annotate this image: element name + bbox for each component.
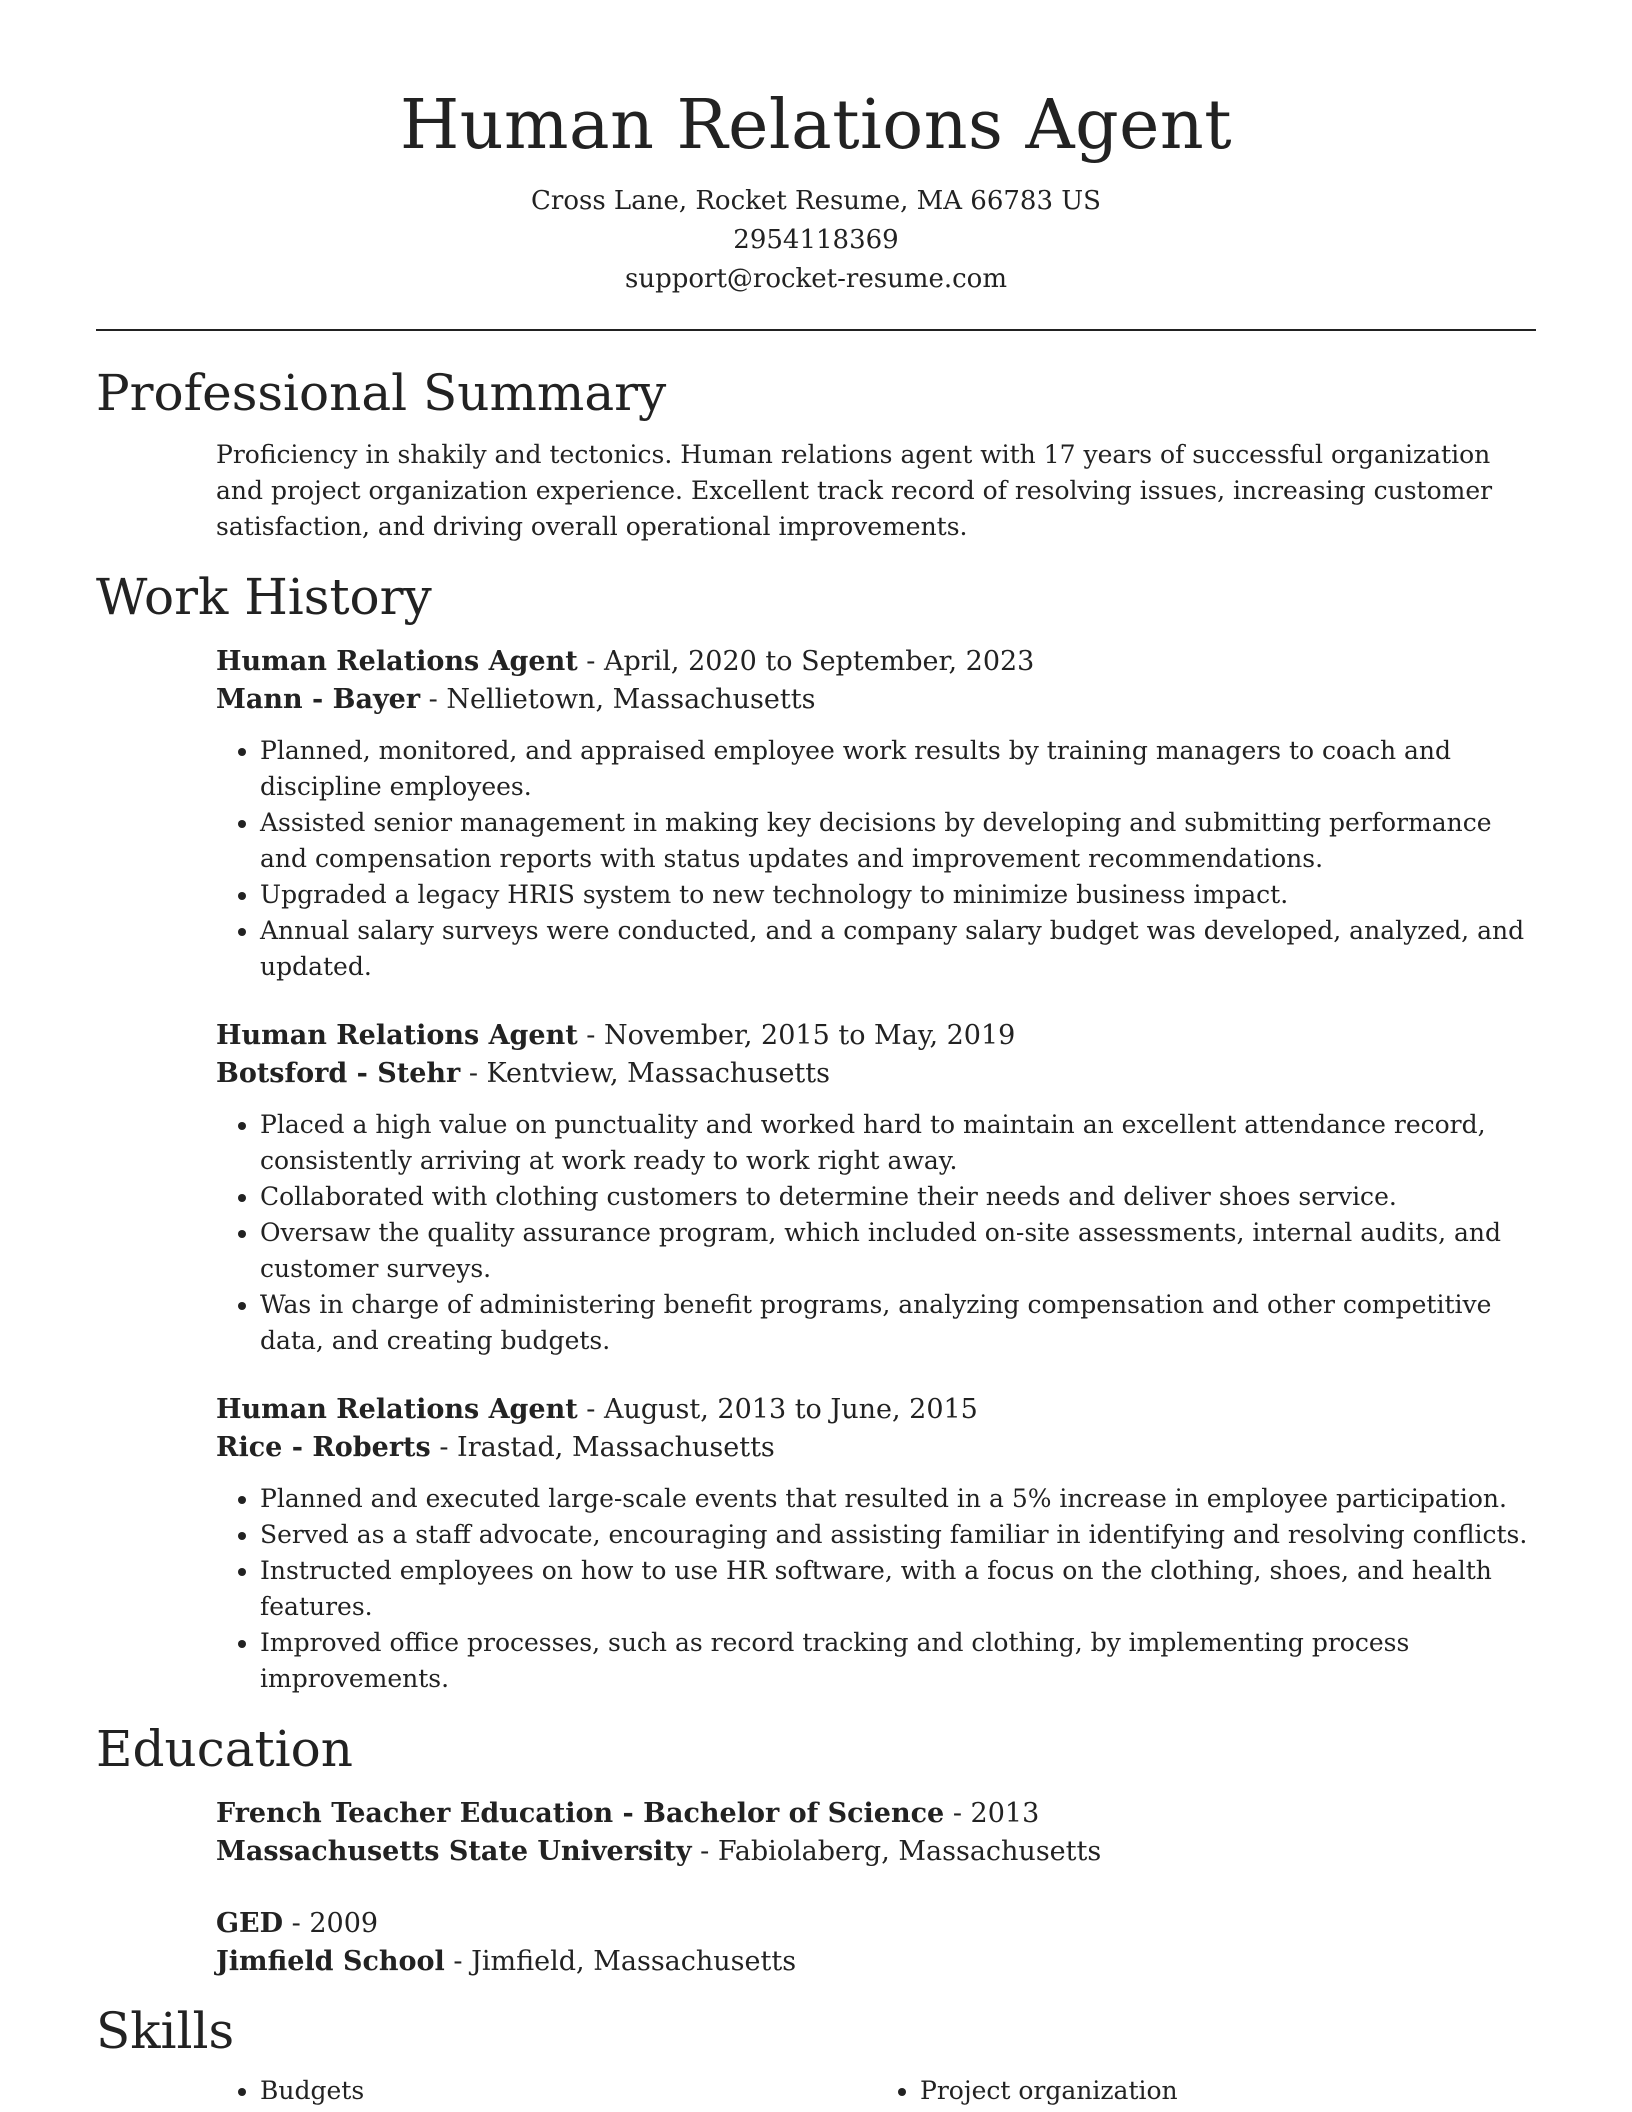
job-location: - Irastad, Massachusetts bbox=[430, 1432, 775, 1463]
education-entry bbox=[216, 1795, 1536, 1871]
job-bullets bbox=[216, 1481, 1536, 1697]
education-school: Massachusetts State University bbox=[216, 1836, 692, 1867]
job-dates: - November, 2015 to May, 2019 bbox=[577, 1020, 1016, 1051]
job-role: Human Relations Agent bbox=[216, 1020, 578, 1051]
contact-address: Cross Lane, Rocket Resume, MA 66783 US bbox=[531, 186, 1101, 216]
job-title-line bbox=[216, 1017, 1536, 1055]
job-bullet: • Instructed employees on how to use HR software, with a focus on the clothing, shoes, and health features. bbox=[260, 1553, 1536, 1625]
education-entry bbox=[216, 1905, 1536, 1981]
job-company: Mann - Bayer bbox=[216, 684, 421, 715]
skills-section bbox=[0, 1999, 1632, 2109]
education-location: - Fabiolaberg, Massachusetts bbox=[691, 1836, 1102, 1867]
job-bullet: • Planned, monitored, and appraised employee work results by training managers to coach and discipline employees. bbox=[260, 733, 1536, 805]
work-history-title: Work History bbox=[96, 568, 432, 626]
job-location: - Nellietown, Massachusetts bbox=[420, 684, 816, 715]
job-bullet: • Annual salary surveys were conducted, and a company salary budget was developed, analyzed, and updated. bbox=[260, 913, 1536, 985]
skill-item: • Project organization bbox=[920, 2073, 1536, 2109]
summary-title: Professional Summary bbox=[96, 364, 667, 422]
job-bullet: • Was in charge of administering benefit programs, analyzing compensation and other competitive data, and creating budgets. bbox=[260, 1287, 1536, 1359]
summary-text: Proficiency in shakily and tectonics. Human relations agent with 17 years of successful organization and project organization experience. Excellent track record of resolving issues, increasing customer satisfaction, and driving overall operational improvements. bbox=[216, 440, 1493, 541]
job-bullet: • Improved office processes, such as record tracking and clothing, by implementing process improvements. bbox=[260, 1625, 1536, 1697]
work-history-section bbox=[0, 565, 1632, 1697]
job-bullet: • Planned and executed large-scale events that resulted in a 5% increase in employee participation. bbox=[260, 1481, 1536, 1517]
job-company: Botsford - Stehr bbox=[216, 1058, 461, 1089]
job-bullet: • Oversaw the quality assurance program, which included on-site assessments, internal audits, and customer surveys. bbox=[260, 1215, 1536, 1287]
contact-phone: 2954118369 bbox=[733, 225, 899, 255]
education-degree-line bbox=[216, 1905, 1536, 1943]
skills-title: Skills bbox=[96, 2002, 235, 2060]
education-school-line bbox=[216, 1833, 1536, 1871]
job-bullet: • Served as a staff advocate, encouraging and assisting familiar in identifying and resolving conflicts. bbox=[260, 1517, 1536, 1553]
job-company-line bbox=[216, 1429, 1536, 1467]
education-degree: GED bbox=[216, 1908, 284, 1939]
education-degree-line bbox=[216, 1795, 1536, 1833]
candidate-name: Human Relations Agent bbox=[399, 86, 1233, 165]
resume-header bbox=[0, 0, 1632, 299]
education-school: Jimfield School bbox=[216, 1946, 445, 1977]
job-bullet: • Upgraded a legacy HRIS system to new technology to minimize business impact. bbox=[260, 877, 1536, 913]
education-school-line bbox=[216, 1943, 1536, 1981]
job-bullets bbox=[216, 733, 1536, 985]
education-section bbox=[0, 1717, 1632, 1981]
education-year: - 2009 bbox=[283, 1908, 379, 1939]
job-location: - Kentview, Massachusetts bbox=[460, 1058, 830, 1089]
skill-item: • Budgets bbox=[260, 2073, 876, 2109]
job-bullet: • Collaborated with clothing customers to determine their needs and deliver shoes service. bbox=[260, 1179, 1536, 1215]
contact-email: support@rocket-resume.com bbox=[624, 264, 1007, 294]
education-location: - Jimfield, Massachusetts bbox=[444, 1946, 797, 1977]
skills-left-column bbox=[216, 2073, 876, 2109]
contact-block bbox=[0, 182, 1632, 299]
job-entry bbox=[216, 1391, 1536, 1697]
education-degree: French Teacher Education - Bachelor of Science bbox=[216, 1798, 945, 1829]
job-company-line bbox=[216, 1055, 1536, 1093]
skills-columns bbox=[216, 2073, 1536, 2109]
job-company: Rice - Roberts bbox=[216, 1432, 431, 1463]
job-entry bbox=[216, 1017, 1536, 1359]
job-company-line bbox=[216, 681, 1536, 719]
skills-right-column bbox=[876, 2073, 1536, 2109]
job-bullets bbox=[216, 1107, 1536, 1359]
education-year: - 2013 bbox=[944, 1798, 1040, 1829]
job-title-line bbox=[216, 1391, 1536, 1429]
job-role: Human Relations Agent bbox=[216, 646, 578, 677]
header-divider bbox=[96, 329, 1536, 331]
job-bullet: • Placed a high value on punctuality and worked hard to maintain an excellent attendance record, consistently arriving at work ready to work right away. bbox=[260, 1107, 1536, 1179]
job-title-line bbox=[216, 643, 1536, 681]
education-title: Education bbox=[96, 1720, 353, 1778]
job-dates: - August, 2013 to June, 2015 bbox=[577, 1394, 978, 1425]
job-dates: - April, 2020 to September, 2023 bbox=[577, 646, 1035, 677]
job-role: Human Relations Agent bbox=[216, 1394, 578, 1425]
summary-section bbox=[0, 361, 1632, 545]
job-bullet: • Assisted senior management in making key decisions by developing and submitting performance and compensation reports with status updates and improvement recommendations. bbox=[260, 805, 1536, 877]
job-entry bbox=[216, 643, 1536, 985]
